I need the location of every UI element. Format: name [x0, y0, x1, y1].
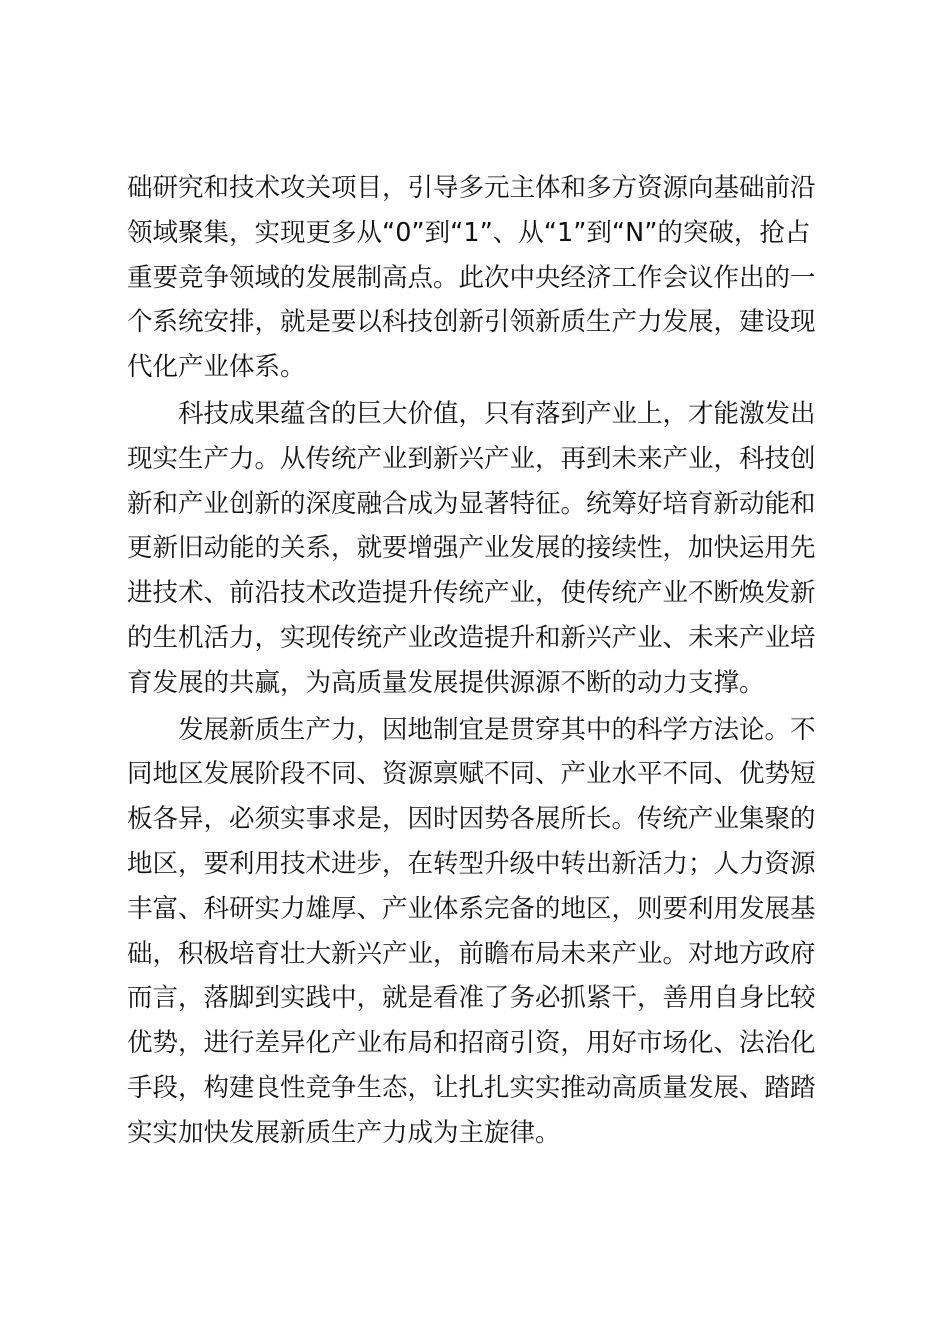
paragraph-line: 重要竞争领域的发展制高点。此次中央经济工作会议作出的一	[127, 262, 816, 293]
paragraph-line: 础研究和技术攻关项目，引导多元主体和多方资源向基础前沿	[127, 173, 816, 203]
paragraph-line: 新和产业创新的深度融合成为显著特征。统筹好培育新动能和	[127, 488, 816, 519]
paragraph-line: 同地区发展阶段不同、资源禀赋不同、产业水平不同、优势短	[127, 759, 816, 790]
paragraph-line: 的生机活力，实现传统产业改造提升和新兴产业、未来产业培	[127, 622, 816, 653]
paragraph-2	[127, 392, 821, 706]
paragraph-line: 领域聚集，实现更多从“0”到“1”、从“1”到“N”的突破，抢占	[127, 217, 811, 248]
paragraph-1	[127, 166, 821, 390]
paragraph-line: 代化产业体系。	[127, 352, 306, 383]
paragraph-3	[127, 708, 821, 1156]
paragraph-line: 实实加快发展新质生产力成为主旋律。	[127, 1117, 561, 1148]
paragraph-line: 础，积极培育壮大新兴产业，前瞻布局未来产业。对地方政府	[127, 938, 816, 969]
paragraph-line: 个系统安排，就是要以科技创新引领新质生产力发展，建设现	[127, 307, 816, 338]
paragraph-line: 地区，要利用技术进步，在转型升级中转出新活力；人力资源	[127, 848, 816, 879]
paragraph-line: 丰富、科研实力雄厚、产业体系完备的地区，则要利用发展基	[127, 893, 816, 924]
paragraph-line: 进技术、前沿技术改造提升传统产业，使传统产业不断焕发新	[127, 578, 816, 609]
paragraph-line: 优势，进行差异化产业布局和招商引资，用好市场化、法治化	[127, 1028, 816, 1059]
document-body	[127, 166, 821, 1156]
paragraph-line: 更新旧动能的关系，就要增强产业发展的接续性，加快运用先	[127, 533, 816, 564]
paragraph-line: 发展新质生产力，因地制宜是贯穿其中的科学方法论。不	[127, 714, 816, 745]
paragraph-line: 科技成果蕴含的巨大价值，只有落到产业上，才能激发出	[127, 398, 816, 429]
paragraph-line: 现实生产力。从传统产业到新兴产业，再到未来产业，科技创	[127, 443, 816, 474]
paragraph-line: 板各异，必须实事求是，因时因势各展所长。传统产业集聚的	[127, 804, 816, 835]
paragraph-line: 而言，落脚到实践中，就是看准了务必抓紧干，善用自身比较	[127, 983, 816, 1014]
paragraph-line: 手段，构建良性竞争生态，让扎扎实实推动高质量发展、踏踏	[127, 1072, 816, 1103]
paragraph-line: 育发展的共赢，为高质量发展提供源源不断的动力支撑。	[127, 667, 765, 698]
